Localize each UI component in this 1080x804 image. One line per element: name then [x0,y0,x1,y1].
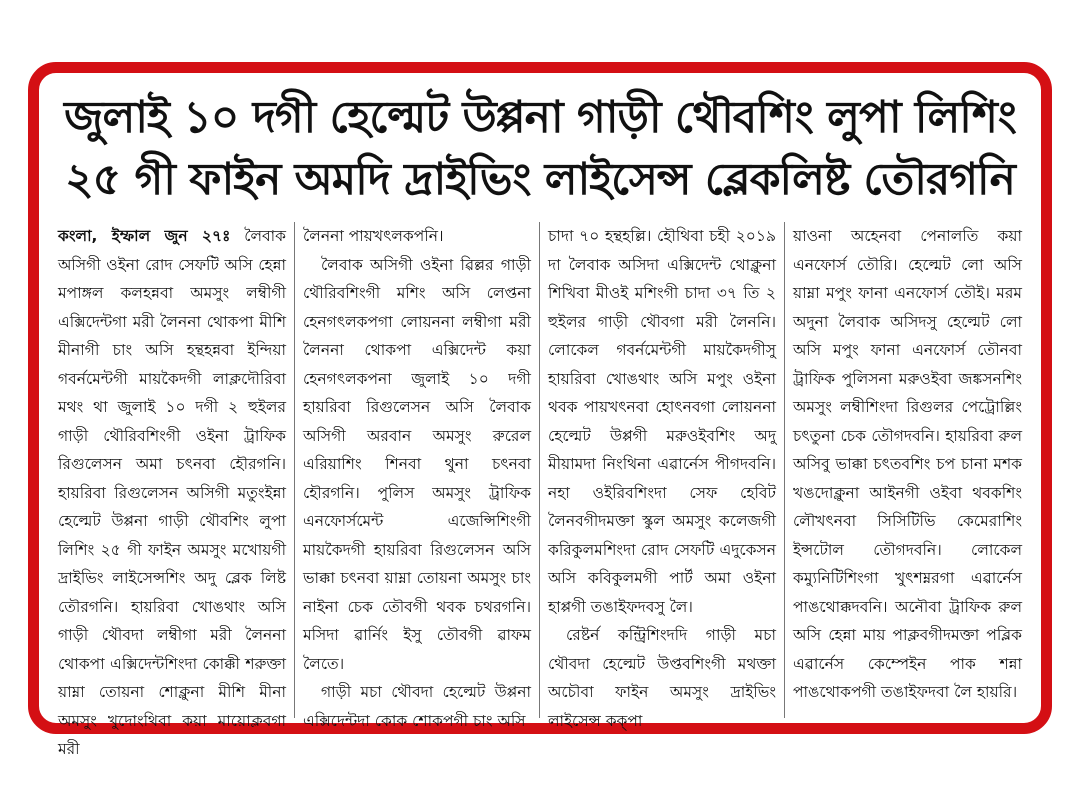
article-column-1 [50,222,295,758]
article-paragraph [58,222,286,764]
article-column-3 [540,222,785,730]
article-paragraph: চাদা ৭০ হন্থহল্লি। হৌথিবা চহী ২০১৯ দা লৈবাক অসিদা এক্সিদেন্ট থোক্লুনা শিখিবা মীওই মশিংগী চাদা ৩৭ তি ২ হুইলর গাড়ী থৌবগা মরী লৈননি। লোকেল গবর্নমেন্টগী মায়কৈদগীসু হায়রিবা খোঙথাং অসি মপুং ওইনা থবক পায়খৎনবা হোৎনবগা লোয়ননা হেল্মেট উপ্পগী মরুওইবশিং অদু মীয়ামদা নিংথিনা এৱার্নেস পীগদবনি। নহা ওইরিবশিংদা সেফ হেবিট লৈনবগীদমক্তা স্কুল অমসুং কলেজগী করিকুলমশিংদা রোদ সেফটি এদুকেসন অসি কবিকুলমগী পার্ট অমা ওইনা হাপ্পগী তঙাইফদবসু লৈ। [548,227,776,616]
article-paragraph: গাড়ী মচা থৌবদা হেল্মেট উপ্পনা এক্সিদেন্টদা কোক শোকপগী চাং অসি [303,683,531,730]
paragraph-text: লৈবাক অসিগী ওইনা রোদ সেফটি অসি হেন্না মপাঙ্গল কলহন্নবা অমসুং লম্বীগী এক্সিদেন্টগা মরী লৈননা থোকপা মীশি মীনাগী চাং অসি হন্থহন্নবা ইন্দিয়া গবর্নমেন্টগী মায়কৈদগী লাক্লদৌরিবা মথং থা জুলাই ১০ দগী ২ হুইলর গাড়ী থৌরিবশিংগী ওইনা ট্রাফিক রিগুলেসন অমা চৎনবা হৌরগনি। হায়রিবা রিগুলেসন অসিগী মতুংইন্না হেল্মেট উপ্পনা গাড়ী থৌবশিং লুপা লিশিং ২৫ গী ফাইন অমসুং মখোয়গী দ্রাইভিং লাইসেন্সশিং অদু ব্লেক লিষ্ট তৌরগনি। হায়রিবা খোঙথাং অসি গাড়ী থৌবদা লম্বীগা মরী লৈননা থোকপা এক্সিদেন্টশিংদা কোক্কী শরুক্তা য়াম্না তোয়না শোক্লুনা মীশি মীনা অমসুং খুদোংথিবা কয়া মায়োক্লবগা মরী [58,227,286,758]
article-paragraph: লৈবাক অসিগী ওইনা ৱিল্লর গাড়ী থৌরিবশিংগী মশিং অসি লেপ্তনা হেনগৎলকপগা লোয়ননা লম্বীগা মরী লৈননা থোকপা এক্সিদেন্ট কয়া হেনগৎলকপনা জুলাই ১০ দগী হায়রিবা রিগুলেসন অসি লৈবাক অসিগী অরবান অমসুং রুরেল এরিয়াশিং শিনবা থুনা চৎনবা হৌরগনি। পুলিস অমসুং ট্রাফিক এনফোর্সমেন্ট এজেন্সিশিংগী মায়কৈদগী হায়রিবা রিগুলেসন অসি ভাক্কা চৎনবা য়াম্না তোয়না অমসুং চাং নাইনা চেক তৌবগী থবক চথরগনি। মসিদা ৱার্নিং ইসু তৌবগী ৱাফম লৈতে। [303,255,531,673]
article-column-4 [785,222,1030,718]
headline [44,80,1036,218]
article-paragraph: রেষ্টর্ন কন্ট্রিশিংদদি গাড়ী মচা থৌবদা হেল্মেট উপ্তবশিংগী মথক্তা অচৌবা ফাইন অমসুং দ্রাইভিং লাইসেন্স কক্পা [548,626,776,730]
headline-line-2: ২৫ গী ফাইন অমদি দ্রাইভিং লাইসেন্স ব্লেকলিষ্ট তৌরগনি [65,154,1015,205]
article-paragraph: য়াওনা অহেনবা পেনালতি কয়া এনফোর্স তৌরি। হেল্মেট লো অসি য়াম্না মপুং ফানা এনফোর্স তৌই। মরম অদুনা লৈবাক অসিদসু হেল্মেট লো অসি মপুং ফানা এনফোর্স তৌনবা ট্রাফিক পুলিসনা মরুওইবা জঙ্কসনশিং অমসুং লম্বীশিংদা রিগুলর পেট্রোল্লিং চৎতুনা চেক তৌগদবনি। হায়রিবা রুল অসিবু ভাক্কা চৎতবশিং চপ চানা মশক খঙদোক্লুনা আইনগী ওইবা থবকশিং লৌখৎনবা সিসিটিভি কেমেরাশিং ইন্সটোল তৌগদবনি। লোকেল কম্যুনিটিশিংগা খুৎশম্নরগা এৱার্নেস পাঙথোক্কদবনি। অনৌবা ট্রাফিক রুল অসি হেন্না মায় পাক্লবগীদমক্তা পব্লিক এৱার্নেস কেম্পেইন পাক শন্না পাঙথোকপগী তঙাইফদবা লৈ হায়রি। [793,227,1022,701]
article-columns [50,222,1030,758]
dateline: কংলা, ইম্ফাল জুন ২৭ঃ [58,227,231,245]
article-paragraph: লৈননা পায়খৎলকপনি। [303,227,444,245]
headline-line-1: জুলাই ১০ দগী হেল্মেট উপ্পনা গাড়ী থৌবশিং লুপা লিশিং [64,92,1016,143]
newspaper-clipping [44,80,1036,758]
article-column-2 [295,222,540,730]
